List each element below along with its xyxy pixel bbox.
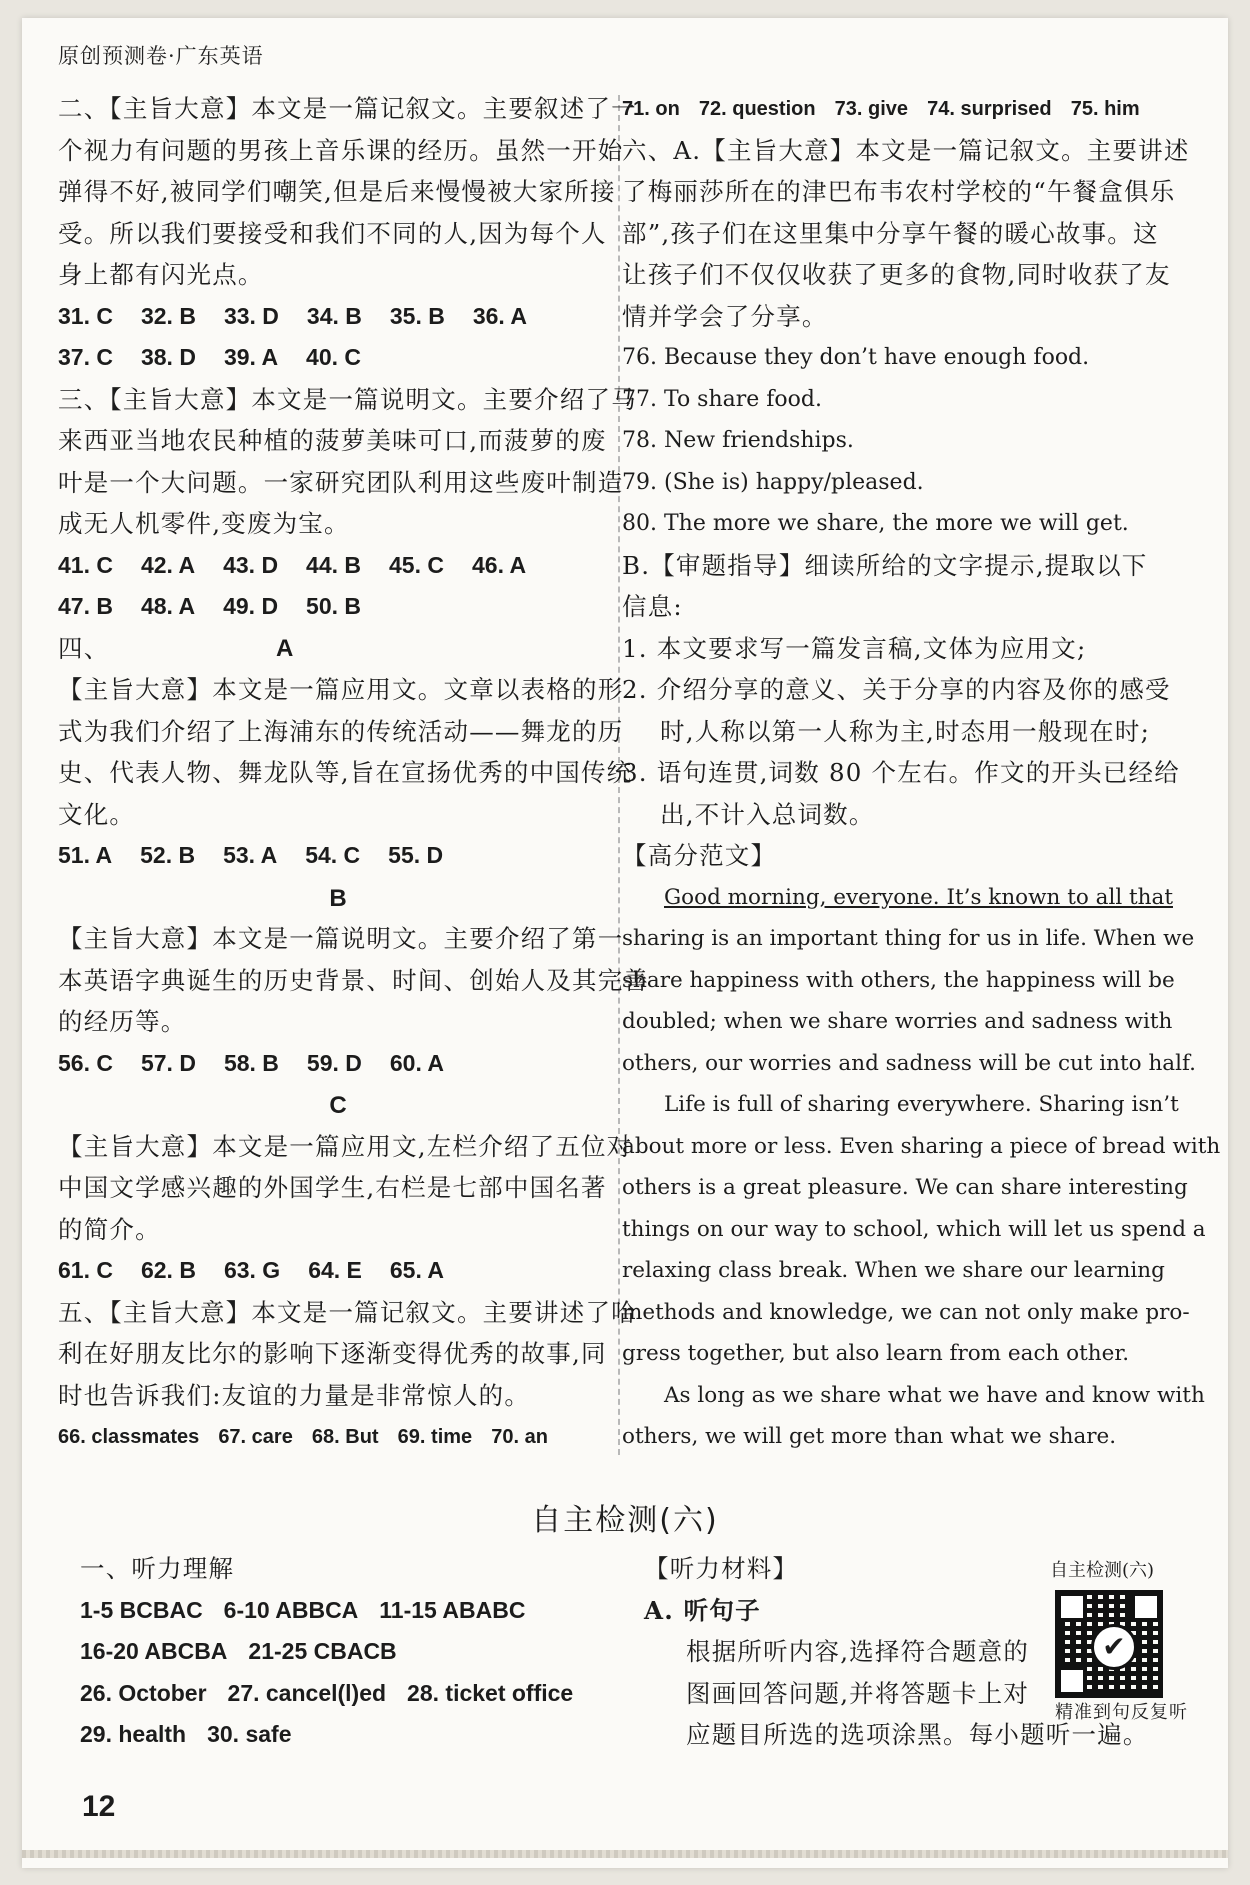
text-line: 信息: bbox=[622, 592, 683, 621]
left-column bbox=[58, 88, 650, 1458]
answer: 41. C bbox=[58, 551, 113, 578]
answer: 42. A bbox=[140, 551, 196, 578]
essay-line: gress together, but also learn from each other. bbox=[622, 1341, 1130, 1366]
answer: 43. D bbox=[223, 551, 279, 578]
answer: 35. B bbox=[389, 302, 445, 329]
essay-line: doubled; when we share worries and sadness with bbox=[622, 1009, 1173, 1034]
answer: 74. surprised bbox=[927, 98, 1052, 120]
answer: 73. give bbox=[834, 98, 909, 120]
text-line: 的经历等。 bbox=[58, 1007, 187, 1036]
answer: 61. C bbox=[58, 1257, 113, 1283]
answer: 16-20 ABCBA bbox=[80, 1638, 228, 1664]
answer: 71. on bbox=[622, 98, 680, 120]
answer: 66. classmates bbox=[58, 1426, 200, 1448]
answer: 60. A bbox=[389, 1049, 444, 1076]
answer: 52. B bbox=[140, 842, 196, 868]
answer-row bbox=[58, 1043, 618, 1085]
part-heading bbox=[58, 1084, 618, 1126]
answer: 33. D bbox=[223, 302, 279, 329]
listening-answers bbox=[80, 1548, 640, 1756]
material-heading: 【听力材料】 bbox=[644, 1554, 799, 1583]
list-item: 3. 语句连贯,词数 80 个左右。作文的开头已经给 bbox=[622, 758, 1180, 787]
answer: 68. But bbox=[311, 1426, 379, 1448]
answer-row bbox=[80, 1590, 640, 1632]
qr-finder bbox=[1057, 1666, 1087, 1696]
answer: 38. D bbox=[140, 344, 196, 370]
answer: 67. care bbox=[218, 1426, 293, 1448]
qr-finder bbox=[1057, 1592, 1087, 1622]
answer: 45. C bbox=[389, 551, 444, 578]
list-item-cont: 出,不计入总词数。 bbox=[660, 799, 875, 829]
answer-row bbox=[80, 1714, 640, 1756]
short-answer: 78. New friendships. bbox=[622, 428, 854, 453]
essay-line: As long as we share what we have and know with bbox=[664, 1382, 1205, 1408]
checkmark-icon: ✔ bbox=[1091, 1624, 1137, 1670]
text-line: 【主旨大意】本文是一篇说明文。主要介绍了第一 bbox=[58, 924, 624, 953]
list-item-cont: 时,人称以第一人称为主,时态用一般现在时; bbox=[660, 716, 1151, 746]
text-line: 情并学会了分享。 bbox=[622, 301, 828, 331]
part-label: A bbox=[276, 634, 295, 662]
text-line: 来西亚当地农民种植的菠萝美味可口,而菠萝的废 bbox=[58, 426, 607, 455]
text-line: 史、代表人物、舞龙队等,旨在宣扬优秀的中国传统 bbox=[58, 758, 633, 787]
text-line: 叶是一个大问题。一家研究团队利用这些废叶制造 bbox=[58, 467, 624, 497]
answer: 64. E bbox=[308, 1257, 362, 1283]
qr-tag: 精准到句反复听 bbox=[1055, 1702, 1188, 1723]
text-line: 二、【主旨大意】本文是一篇记叙文。主要叙述了一 bbox=[58, 94, 637, 123]
essay-line: others is a great pleasure. We can share interesting bbox=[622, 1175, 1188, 1200]
page-edge bbox=[22, 1850, 1228, 1858]
text-line: 成无人机零件,变废为宝。 bbox=[58, 509, 350, 538]
essay-line: Life is full of sharing everywhere. Sharing isn’t bbox=[664, 1092, 1179, 1117]
list-item: 2. 介绍分享的意义、关于分享的内容及你的感受 bbox=[622, 675, 1171, 704]
answer: 69. time bbox=[397, 1426, 473, 1448]
listening-heading: 一、听力理解 bbox=[80, 1554, 235, 1583]
text-line: 身上都有闪光点。 bbox=[58, 260, 264, 289]
part-label: C bbox=[329, 1092, 347, 1119]
essay-line: methods and knowledge, we can not only make pro- bbox=[622, 1299, 1190, 1325]
answer-row bbox=[58, 835, 618, 877]
essay-title: 【高分范文】 bbox=[622, 841, 777, 870]
part-heading bbox=[58, 877, 618, 919]
answer: 54. C bbox=[305, 842, 361, 868]
answer-row bbox=[58, 337, 618, 379]
running-head: 原创预测卷·广东英语 bbox=[58, 44, 264, 68]
answer: 40. C bbox=[306, 344, 362, 370]
text-line: 弹得不好,被同学们嘲笑,但是后来慢慢被大家所接 bbox=[58, 177, 616, 206]
answer: 27. cancel(l)ed bbox=[227, 1679, 387, 1706]
text-line: 式为我们介绍了上海浦东的传统活动——舞龙的历 bbox=[58, 716, 624, 746]
answer: 70. an bbox=[491, 1426, 548, 1448]
essay-line: relaxing class break. When we share our learning bbox=[622, 1258, 1165, 1283]
answer: 49. D bbox=[223, 593, 279, 619]
answer: 6-10 ABBCA bbox=[223, 1596, 359, 1623]
text-line: 五、【主旨大意】本文是一篇记叙文。主要讲述了哈 bbox=[58, 1297, 637, 1327]
answer-row bbox=[58, 296, 618, 338]
section-heading bbox=[58, 628, 618, 670]
text-line: 个视力有问题的男孩上音乐课的经历。虽然一开始 bbox=[58, 135, 624, 165]
text-line: 受。所以我们要接受和我们不同的人,因为每个人 bbox=[58, 218, 607, 248]
answer-row bbox=[622, 88, 1182, 130]
answer: 34. B bbox=[306, 302, 362, 329]
page-number: 12 bbox=[82, 1790, 116, 1823]
text-line: 让孩子们不仅仅收获了更多的食物,同时收获了友 bbox=[622, 260, 1171, 289]
essay-line: share happiness with others, the happiness will be bbox=[622, 967, 1175, 993]
text-line: 时也告诉我们:友谊的力量是非常惊人的。 bbox=[58, 1380, 531, 1410]
text-line: 的简介。 bbox=[58, 1214, 161, 1244]
answer: 53. A bbox=[223, 842, 278, 868]
short-answer: 80. The more we share, the more we will get. bbox=[622, 511, 1129, 536]
text-line: 中国文学感兴趣的外国学生,右栏是七部中国名著 bbox=[58, 1173, 607, 1202]
answer: 57. D bbox=[140, 1049, 196, 1076]
text-line: 根据所听内容,选择符合题意的 bbox=[686, 1637, 1030, 1666]
answer-row bbox=[58, 1250, 618, 1292]
text-line: 【主旨大意】本文是一篇应用文。文章以表格的形 bbox=[58, 675, 624, 704]
answer: 72. question bbox=[698, 98, 816, 120]
essay-line: about more or less. Even sharing a piece of bread with bbox=[622, 1133, 1221, 1159]
answer: 58. B bbox=[223, 1049, 279, 1076]
essay-line: sharing is an important thing for us in life. When we bbox=[622, 926, 1195, 951]
material-sub: A. 听句子 bbox=[644, 1595, 761, 1625]
answer-row bbox=[80, 1673, 640, 1715]
qr-caption: 自主检测(六) bbox=[1050, 1560, 1155, 1581]
short-answer: 79. (She is) happy/pleased. bbox=[622, 469, 924, 495]
answer: 44. B bbox=[306, 551, 362, 578]
answer-row bbox=[58, 1416, 618, 1458]
answer: 48. A bbox=[140, 593, 196, 619]
short-answer: 76. Because they don’t have enough food. bbox=[622, 345, 1090, 370]
text-line: 文化。 bbox=[58, 799, 136, 829]
essay-line: Good morning, everyone. It’s known to all that bbox=[664, 884, 1173, 910]
section-title: 自主检测(六) bbox=[531, 1503, 719, 1538]
list-item: 1. 本文要求写一篇发言稿,文体为应用文; bbox=[622, 633, 1087, 663]
essay-line: others, our worries and sadness will be cut into half. bbox=[622, 1050, 1197, 1076]
qr-code-icon[interactable] bbox=[1055, 1590, 1163, 1698]
answer: 39. A bbox=[223, 344, 279, 370]
answer: 65. A bbox=[389, 1257, 445, 1283]
section-label: 四、 bbox=[58, 633, 110, 663]
right-column bbox=[622, 88, 1221, 1458]
text-line: 【主旨大意】本文是一篇应用文,左栏介绍了五位对 bbox=[58, 1131, 633, 1161]
answer-row bbox=[58, 545, 618, 587]
answer: 26. October bbox=[80, 1679, 207, 1706]
answer: 62. B bbox=[140, 1257, 196, 1283]
text-line: 六、A.【主旨大意】本文是一篇记叙文。主要讲述 bbox=[622, 135, 1190, 165]
answer: 56. C bbox=[58, 1049, 113, 1076]
answer: 28. ticket office bbox=[407, 1679, 574, 1706]
qr-finder bbox=[1131, 1592, 1161, 1622]
text-line: 了梅丽莎所在的津巴布韦农村学校的“午餐盒俱乐 bbox=[622, 177, 1176, 206]
answer: 31. C bbox=[58, 302, 113, 329]
answer: 59. D bbox=[306, 1049, 362, 1076]
answer: 32. B bbox=[140, 302, 196, 329]
answer: 46. A bbox=[471, 551, 527, 578]
text-line: 应题目所选的选项涂黑。每小题听一遍。 bbox=[686, 1720, 1149, 1749]
answer-row bbox=[80, 1631, 640, 1673]
answer: 36. A bbox=[472, 302, 527, 329]
answer: 21-25 CBACB bbox=[248, 1638, 397, 1664]
answer: 47. B bbox=[58, 593, 113, 619]
text-line: 部”,孩子们在这里集中分享午餐的暖心故事。这 bbox=[622, 218, 1159, 248]
answer: 11-15 ABABC bbox=[379, 1596, 526, 1623]
short-answer: 77. To share food. bbox=[622, 386, 822, 412]
essay-line: things on our way to school, which will let us spend a bbox=[622, 1216, 1206, 1242]
part-label: B bbox=[329, 884, 347, 912]
text-line: B.【审题指导】细读所给的文字提示,提取以下 bbox=[622, 550, 1148, 580]
answer: 30. safe bbox=[207, 1721, 292, 1747]
text-line: 图画回答问题,并将答题卡上对 bbox=[686, 1678, 1030, 1708]
text-line: 本英语字典诞生的历史背景、时间、创始人及其完善 bbox=[58, 965, 650, 995]
answer: 55. D bbox=[388, 842, 444, 868]
text-line: 三、【主旨大意】本文是一篇说明文。主要介绍了马 bbox=[58, 384, 637, 414]
answer: 1-5 BCBAC bbox=[80, 1596, 203, 1623]
essay-line: others, we will get more than what we share. bbox=[622, 1424, 1117, 1449]
answer: 51. A bbox=[58, 842, 113, 868]
answer: 75. him bbox=[1070, 98, 1140, 120]
answer-row bbox=[58, 586, 618, 628]
answer: 50. B bbox=[306, 593, 362, 619]
answer: 37. C bbox=[58, 344, 113, 370]
answer: 29. health bbox=[80, 1721, 187, 1747]
text-line: 利在好朋友比尔的影响下逐渐变得优秀的故事,同 bbox=[58, 1339, 607, 1368]
answer: 63. G bbox=[223, 1257, 281, 1283]
